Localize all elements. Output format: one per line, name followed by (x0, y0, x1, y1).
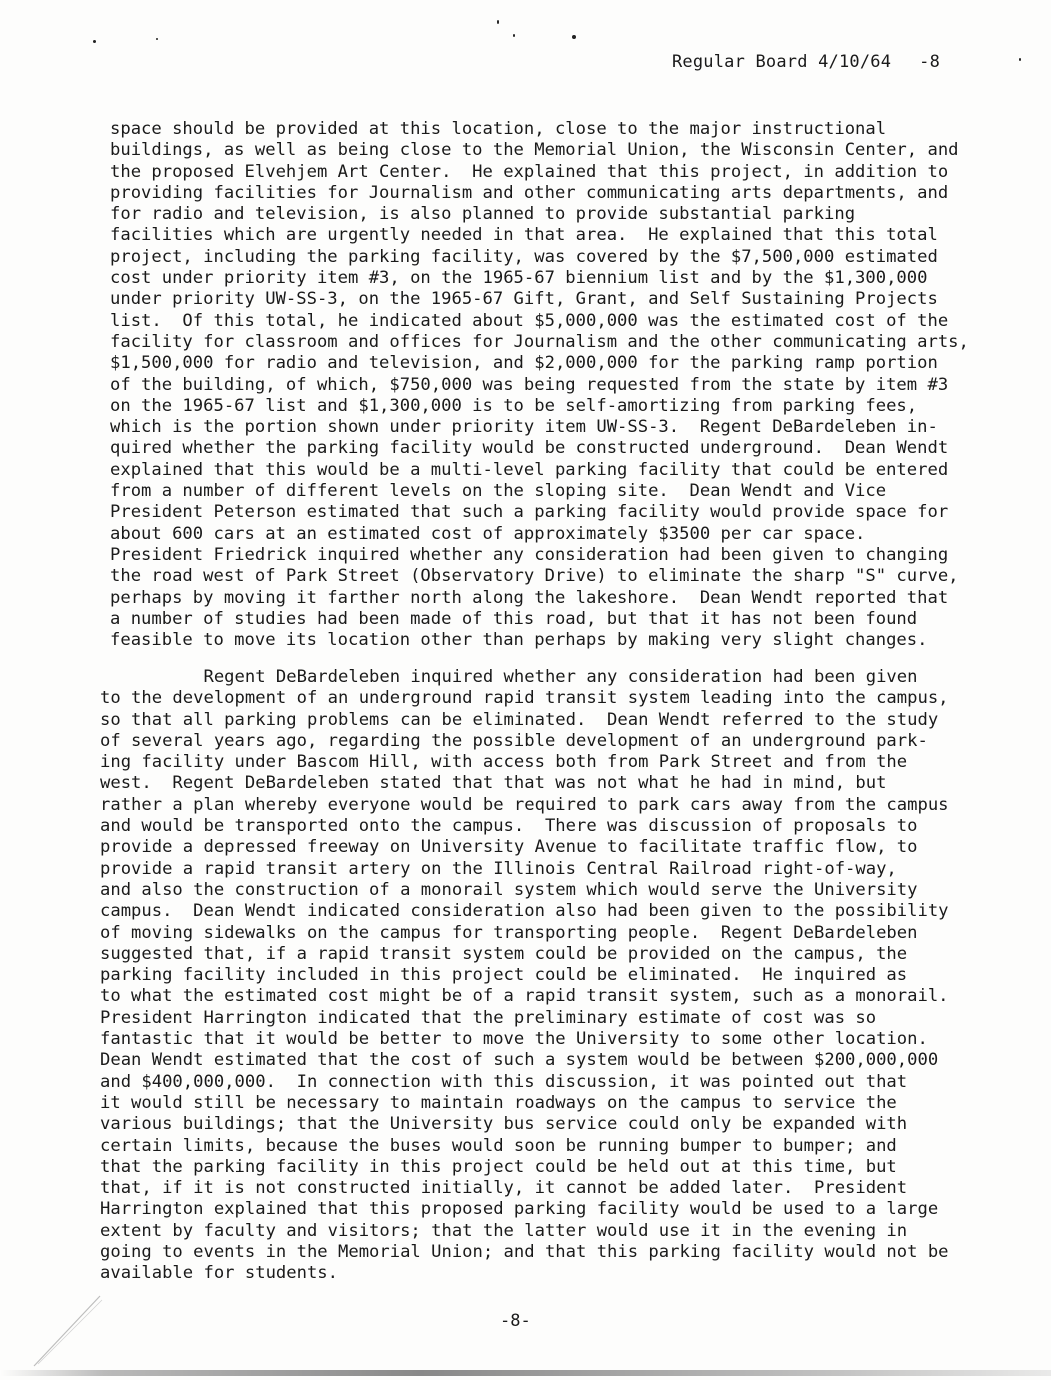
text-line: facilities which are urgently needed in that area. He explained that this total (110, 225, 938, 246)
text-line: suggested that, if a rapid transit system could be provided on the campus, the (100, 943, 908, 964)
text-line: and would be transported onto the campus. There was discussion of proposals to (100, 816, 918, 837)
scan-speck (93, 40, 96, 43)
text-line: parking facility included in this project could be eliminated. He inquired as (100, 965, 908, 986)
text-line: campus. Dean Wendt indicated consideration also had been given to the possibility (100, 901, 949, 922)
text-line: for radio and television, is also planned to provide substantial parking (110, 204, 856, 225)
text-line: of moving sidewalks on the campus for transporting people. Regent DeBardeleben (100, 922, 918, 943)
header-title: Regular Board 4/10/64 (672, 52, 892, 72)
text-line: the road west of Park Street (Observatory Drive) to eliminate the sharp "S" curve, (110, 566, 959, 587)
text-line: quired whether the parking facility would be constructed underground. Dean Wendt (110, 438, 949, 459)
scan-speck (497, 20, 499, 24)
scan-speck (156, 38, 158, 40)
paragraph-1 (110, 119, 1000, 651)
text-line: provide a rapid transit artery on the Illinois Central Railroad right-of-way, (100, 858, 897, 879)
text-line: about 600 cars at an estimated cost of approximately $3500 per car space. (110, 523, 866, 544)
text-line: provide a depressed freeway on University Avenue to facilitate traffic flow, to (100, 837, 918, 858)
text-line: which is the portion shown under priority item UW-SS-3. Regent DeBardeleben in- (110, 417, 938, 438)
text-line: certain limits, because the buses would soon be running bumper to bumper; and (100, 1135, 897, 1156)
scan-speck (572, 35, 576, 39)
text-line: project, including the parking facility, was covered by the $7,500,000 estimated (110, 246, 938, 267)
paragraph-2 (100, 667, 990, 1285)
text-line: perhaps by moving it farther north along the lakeshore. Dean Wendt reported that (110, 587, 949, 608)
text-line: Dean Wendt estimated that the cost of such a system would be between $200,000,000 (100, 1050, 939, 1071)
text-line: of the building, of which, $750,000 was being requested from the state by item #3 (110, 374, 949, 395)
footer-page-number: -8- (500, 1311, 531, 1331)
text-line: rather a plan whereby everyone would be required to park cars away from the campus (100, 794, 949, 815)
text-line: on the 1965-67 list and $1,300,000 is to be self-amortizing from parking fees, (110, 395, 918, 416)
scan-edge-line (0, 1370, 1051, 1376)
text-line: Regent DeBardeleben inquired whether any consideration had been given (100, 667, 918, 687)
scan-speck (513, 34, 515, 37)
text-line: President Friedrick inquired whether any consideration had been given to changing (110, 544, 949, 565)
text-line: that, if it is not constructed initially, it cannot be added later. President (100, 1178, 908, 1199)
text-line: it would still be necessary to maintain roadways on the campus to service the (100, 1092, 897, 1113)
text-line: extent by faculty and visitors; that the latter would use it in the evening in (100, 1220, 908, 1241)
text-line: buildings, as well as being close to the Memorial Union, the Wisconsin Center, and (110, 140, 959, 161)
text-line: that the parking facility in this project could be held out at this time, but (100, 1156, 897, 1177)
text-line: under priority UW-SS-3, on the 1965-67 Gift, Grant, and Self Sustaining Projects (110, 289, 938, 310)
text-line: of several years ago, regarding the possible development of an underground park- (100, 730, 928, 751)
text-line: ing facility under Bascom Hill, with access both from Park Street and from the (100, 752, 908, 773)
text-line: going to events in the Memorial Union; and that this parking facility would not be (100, 1242, 949, 1263)
text-line: President Harrington indicated that the preliminary estimate of cost was so (100, 1007, 877, 1028)
text-line: to what the estimated cost might be of a rapid transit system, such as a monorail. (100, 986, 949, 1007)
text-line: feasible to move its location other than perhaps by making very slight changes. (110, 630, 928, 651)
text-line: available for students. (100, 1263, 338, 1284)
text-line: list. Of this total, he indicated about $5,000,000 was the estimated cost of the (110, 310, 949, 331)
text-line: space should be provided at this location, close to the major instructional (110, 119, 887, 139)
text-line: and also the construction of a monorail system which would serve the University (100, 879, 918, 900)
pencil-mark (30, 1290, 110, 1370)
text-line: facility for classroom and offices for Journalism and the other communicating arts, (110, 331, 969, 352)
header-page-number: -8 (919, 52, 941, 72)
page-header (672, 52, 940, 72)
text-line: providing facilities for Journalism and other communicating arts departments, and (110, 182, 949, 203)
text-line: and $400,000,000. In connection with this discussion, it was pointed out that (100, 1071, 908, 1092)
text-line: a number of studies had been made of this road, but that it has not been found (110, 608, 918, 629)
text-line: various buildings; that the University bus service could only be expanded with (100, 1114, 908, 1135)
text-line: $1,500,000 for radio and television, and $2,000,000 for the parking ramp portion (110, 353, 938, 374)
text-line: to the development of an underground rapid transit system leading into the campus, (100, 688, 949, 709)
text-line: the proposed Elvehjem Art Center. He explained that this project, in addition to (110, 161, 949, 182)
scan-speck (1019, 58, 1021, 61)
text-line: explained that this would be a multi-level parking facility that could be entered (110, 459, 949, 480)
text-line: west. Regent DeBardeleben stated that that was not what he had in mind, but (100, 773, 887, 794)
text-line: President Peterson estimated that such a parking facility would provide space for (110, 502, 949, 523)
text-line: from a number of different levels on the sloping site. Dean Wendt and Vice (110, 481, 887, 502)
text-line: Harrington explained that this proposed parking facility would be used to a large (100, 1199, 939, 1220)
text-line: fantastic that it would be better to move the University to some other location. (100, 1029, 928, 1050)
text-line: so that all parking problems can be eliminated. Dean Wendt referred to the study (100, 709, 939, 730)
text-line: cost under priority item #3, on the 1965-67 biennium list and by the $1,300,000 (110, 268, 928, 289)
